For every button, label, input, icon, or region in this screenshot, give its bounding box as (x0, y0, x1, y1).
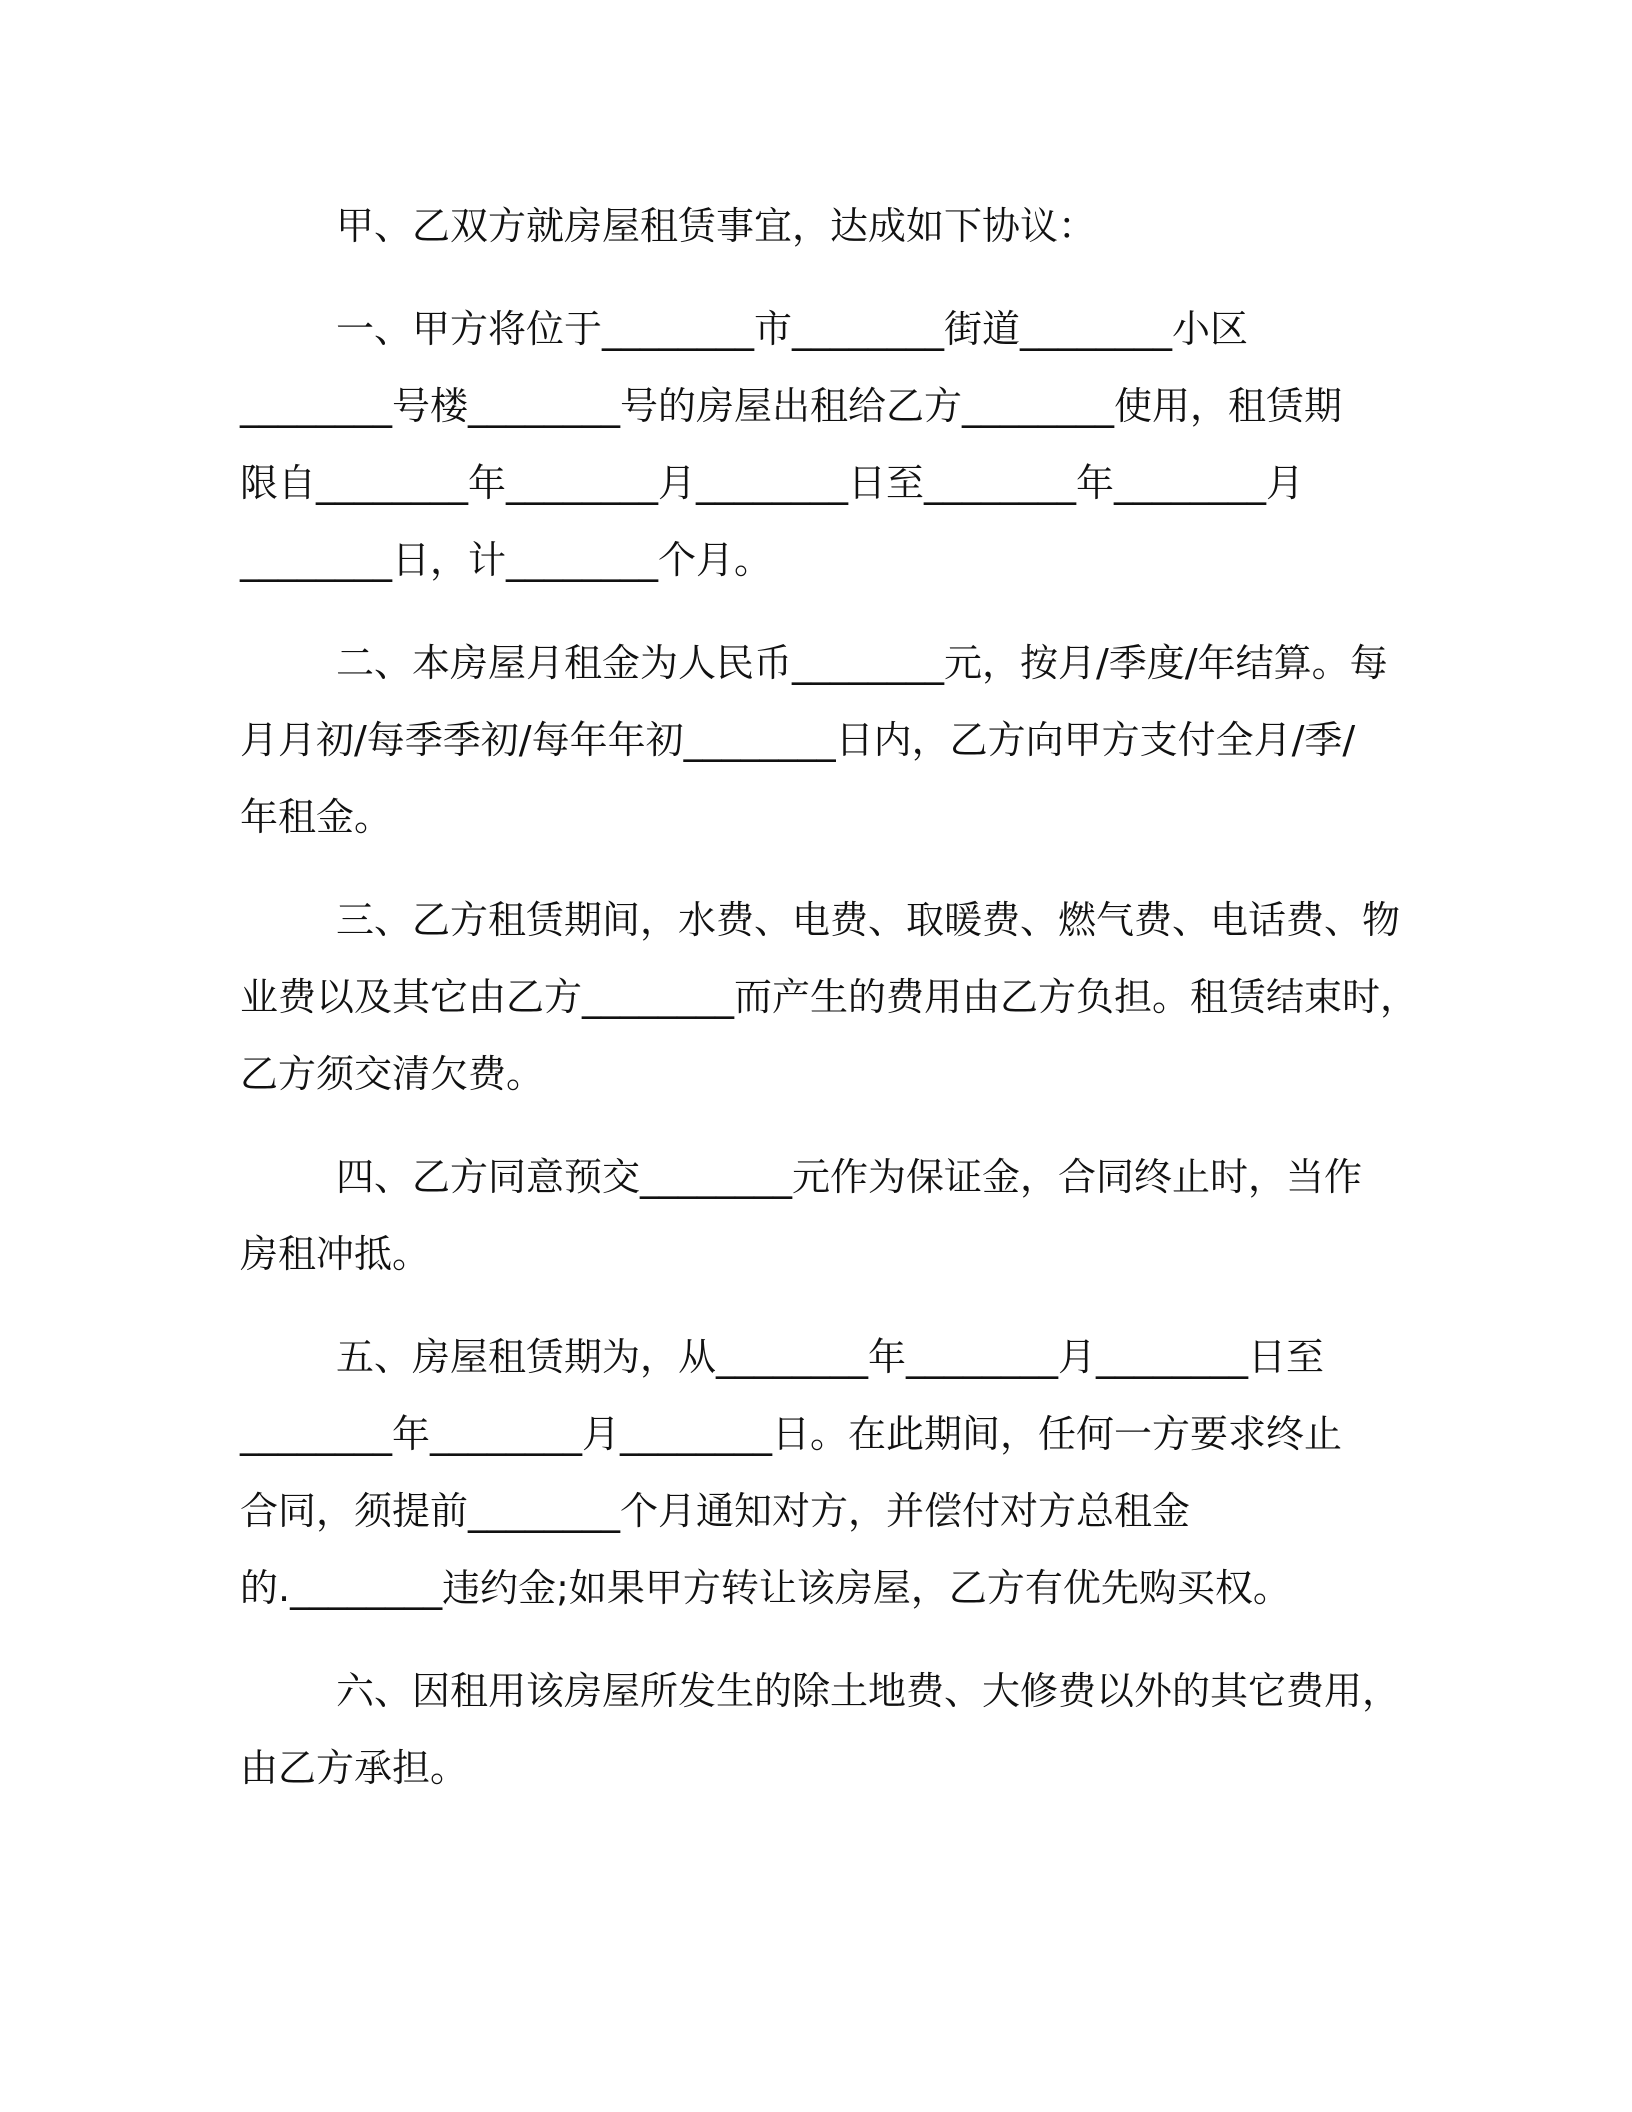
paragraph-line: 一、甲方将位于________市________街道________小区 (336, 307, 1249, 351)
paragraph-clause-2 (240, 625, 1400, 856)
paragraph-line: 由乙方承担。 (240, 1746, 469, 1790)
paragraph-line: 年租金。 (240, 795, 393, 839)
paragraph-line: 三、乙方租赁期间，水费、电费、取暖费、燃气费、电话费、物 (336, 898, 1401, 942)
contract-body (240, 188, 1419, 1833)
paragraph-clause-4 (240, 1139, 1400, 1293)
paragraph-line: 业费以及其它由乙方________而产生的费用由乙方负担。租赁结束时， (240, 975, 1419, 1019)
paragraph-line: 月月初/每季季初/每年年初________日内，乙方向甲方支付全月/季/ (240, 718, 1356, 762)
paragraph-line: 合同，须提前________个月通知对方，并偿付对方总租金 (240, 1489, 1191, 1533)
paragraph-clause-6 (240, 1653, 1400, 1807)
paragraph-line: 二、本房屋月租金为人民币________元，按月/季度/年结算。每 (336, 641, 1388, 685)
paragraph-line: 五、房屋租赁期为，从________年________月________日至 (336, 1335, 1325, 1379)
paragraph-line: 甲、乙双方就房屋租赁事宜，达成如下协议： (336, 204, 1097, 248)
paragraph-line: 的.________违约金;如果甲方转让该房屋，乙方有优先购买权。 (240, 1566, 1291, 1610)
paragraph-clause-1 (240, 291, 1400, 599)
paragraph-clause-5 (240, 1319, 1400, 1627)
paragraph-intro (240, 188, 1400, 265)
paragraph-line: 房租冲抵。 (240, 1232, 431, 1276)
paragraph-line: ________年________月________日。在此期间，任何一方要求终止 (240, 1412, 1343, 1456)
paragraph-clause-3 (240, 882, 1419, 1113)
paragraph-line: 限自________年________月________日至________年________月 (240, 461, 1305, 505)
paragraph-line: 乙方须交清欠费。 (240, 1052, 545, 1096)
paragraph-line: 六、因租用该房屋所发生的除土地费、大修费以外的其它费用， (336, 1669, 1401, 1713)
paragraph-line: ________日，计________个月。 (240, 538, 773, 582)
paragraph-line: ________号楼________号的房屋出租给乙方________使用，租赁期 (240, 384, 1343, 428)
paragraph-line: 四、乙方同意预交________元作为保证金，合同终止时，当作 (336, 1155, 1363, 1199)
